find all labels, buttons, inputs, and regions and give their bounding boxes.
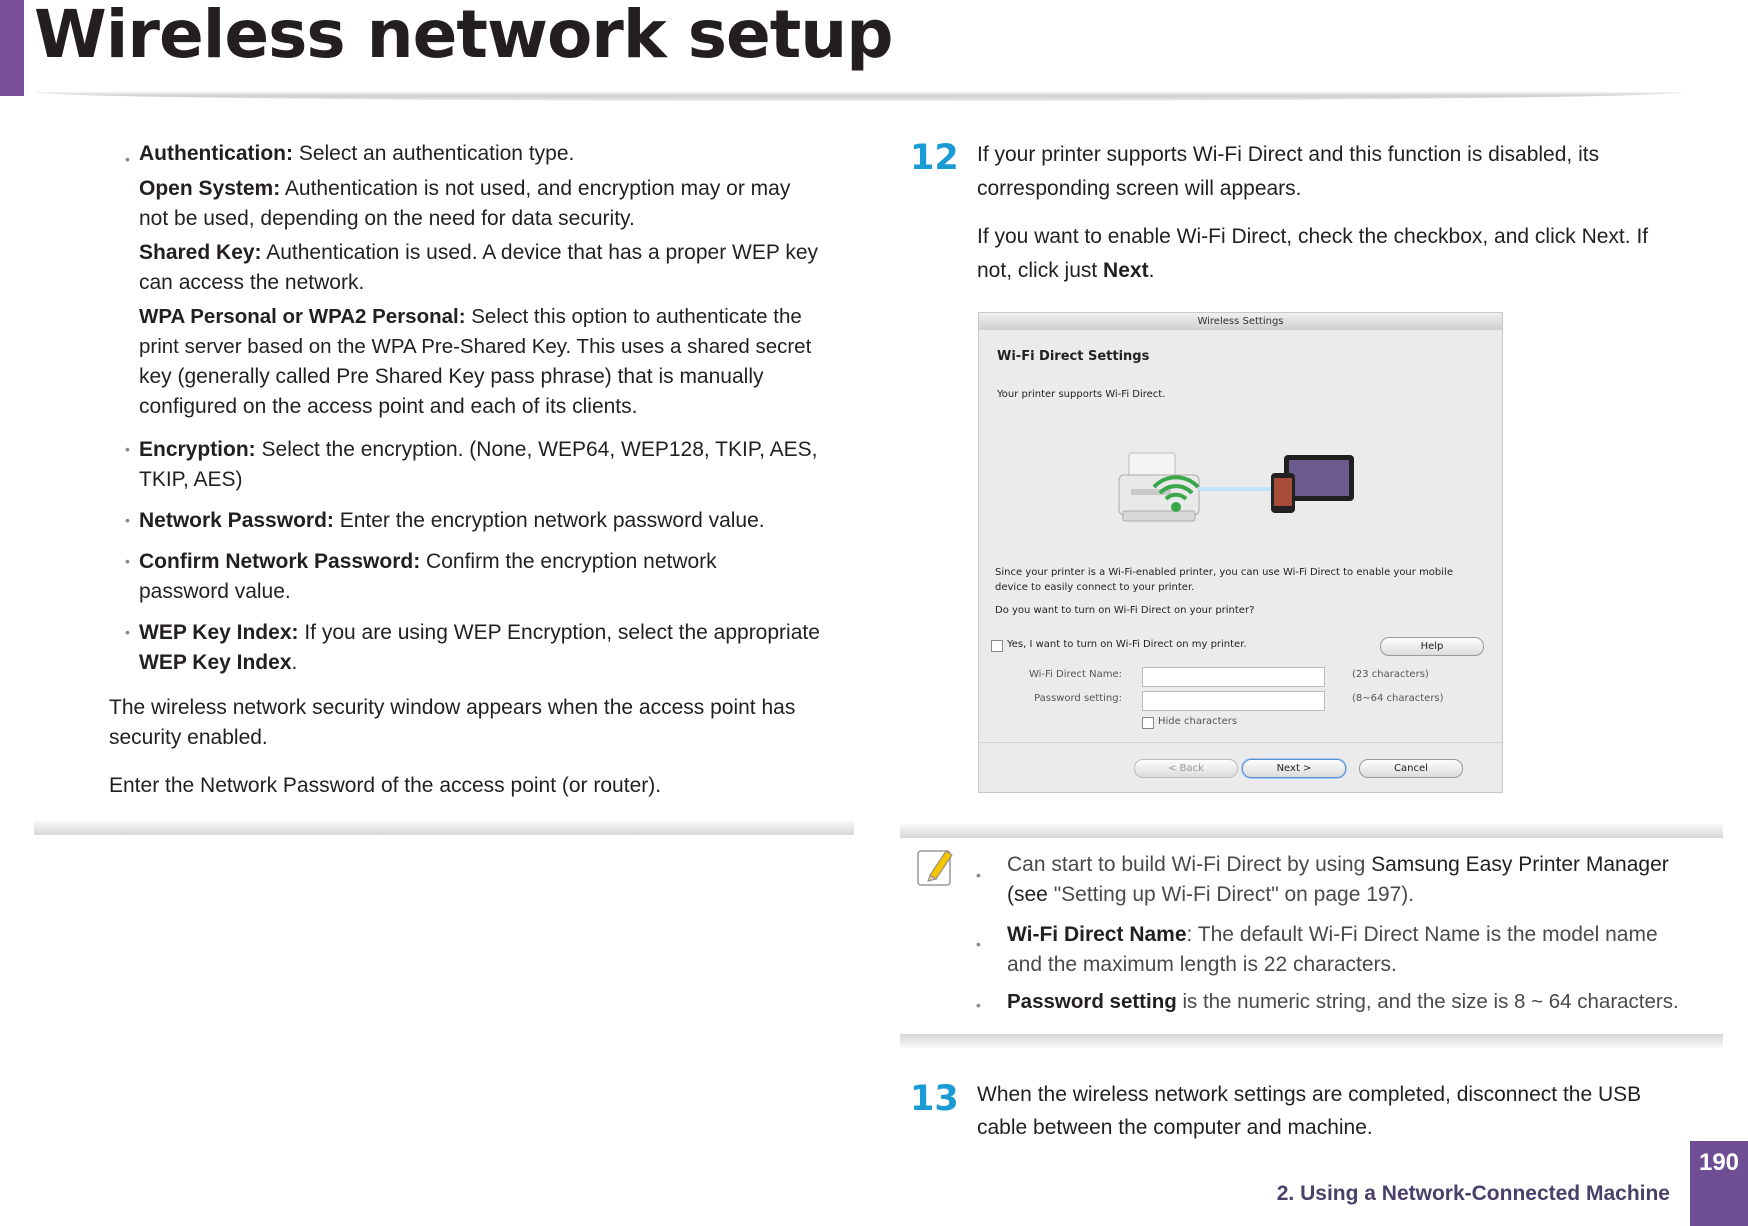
step12-line1: If your printer supports Wi-Fi Direct and this function is disabled, its	[977, 143, 1600, 166]
authentication-item: Authentication: Select an authentication type.	[139, 142, 575, 165]
confirm-password-line2: password value.	[139, 580, 291, 603]
wpa-line4: configured on the access point and each of its clients.	[139, 395, 638, 418]
step-number: 12	[910, 138, 959, 178]
password-input[interactable]	[1142, 691, 1325, 711]
step-number: 13	[910, 1079, 959, 1119]
bullet-icon: •	[125, 624, 130, 640]
note-bullet2-line2: and the maximum length is 22 characters.	[1007, 953, 1397, 976]
network-password-item: Network Password: Enter the encryption network password value.	[139, 509, 765, 532]
cancel-button[interactable]: Cancel	[1359, 759, 1463, 778]
printer-to-device-illustration	[1109, 433, 1359, 543]
hide-characters-checkbox[interactable]	[1142, 717, 1154, 729]
dialog-separator	[979, 742, 1502, 743]
help-button[interactable]: Help	[1380, 637, 1484, 656]
note-top-divider	[900, 824, 1723, 838]
wep-key-index-line2: WEP Key Index.	[139, 651, 298, 674]
open-system-line2: not be used, depending on the need for data security.	[139, 207, 635, 230]
name-hint: (23 characters)	[1352, 669, 1429, 680]
step12-line4: not, click just Next.	[977, 259, 1155, 282]
wifi-direct-name-input[interactable]	[1142, 667, 1325, 687]
dialog-heading: Wi-Fi Direct Settings	[997, 349, 1150, 364]
step12-line2: corresponding screen will appears.	[977, 177, 1302, 200]
hide-characters-label: Hide characters	[1158, 716, 1238, 727]
note-bullet3: Password setting is the numeric string, and the size is 8 ~ 64 characters.	[1007, 990, 1679, 1013]
bullet-icon: •	[976, 997, 981, 1013]
title-underline	[34, 92, 1684, 101]
bullet-icon: •	[976, 867, 981, 883]
shared-key-line2: can access the network.	[139, 271, 365, 294]
password-paragraph: Enter the Network Password of the access point (or router).	[109, 774, 662, 797]
note-bullet2-line1: Wi-Fi Direct Name: The default Wi-Fi Direct Name is the model name	[1007, 923, 1658, 946]
wpa-line2: print server based on the WPA Pre-Shared Key. This uses a shared secret	[139, 335, 812, 358]
note-bullet1-line2: (see "Setting up Wi-Fi Direct" on page 197).	[1007, 883, 1415, 906]
security-paragraph-line2: security enabled.	[109, 726, 268, 749]
open-system-line1: Open System: Authentication is not used, and encryption may or may	[139, 177, 791, 200]
wifi-direct-checkbox[interactable]	[991, 640, 1003, 652]
pencil-note-icon	[916, 845, 956, 889]
bullet-icon: •	[125, 512, 130, 528]
security-paragraph-line1: The wireless network security window appears when the access point has	[109, 696, 796, 719]
shared-key-line1: Shared Key: Authentication is used. A device that has a proper WEP key	[139, 241, 818, 264]
encryption-line1: Encryption: Select the encryption. (None, WEP64, WEP128, TKIP, AES,	[139, 438, 818, 461]
dialog-subtitle: Your printer supports Wi-Fi Direct.	[997, 389, 1166, 400]
phone-icon	[1271, 473, 1295, 513]
wpa-line3: key (generally called Pre Shared Key pass phrase) that is manually	[139, 365, 764, 388]
name-field-label: Wi-Fi Direct Name:	[1028, 669, 1122, 680]
confirm-password-line1: Confirm Network Password: Confirm the encryption network	[139, 550, 717, 573]
dialog-description: Since your printer is a Wi-Fi-enabled printer, you can use Wi-Fi Direct to enable your mobile device to easily connect to your printer.	[995, 567, 1453, 593]
footer-chapter-title: 2. Using a Network-Connected Machine	[1276, 1182, 1670, 1205]
dialog-title-bar: Wireless Settings	[979, 313, 1502, 330]
connection-beam	[1199, 487, 1279, 491]
bullet-icon: •	[125, 151, 130, 167]
step13-line1: When the wireless network settings are completed, disconnect the USB	[977, 1083, 1642, 1106]
note-bottom-divider	[900, 1034, 1723, 1048]
section-divider	[34, 821, 854, 835]
password-hint: (8~64 characters)	[1352, 693, 1444, 704]
page-number: 190	[1690, 1141, 1748, 1226]
wep-key-index-line1: WEP Key Index: If you are using WEP Encryption, select the appropriate	[139, 621, 820, 644]
note-bullet1-line1: Can start to build Wi-Fi Direct by using Samsung Easy Printer Manager	[1007, 853, 1669, 876]
password-field-label: Password setting:	[1034, 693, 1122, 704]
wifi-direct-checkbox-label: Yes, I want to turn on Wi-Fi Direct on my printer.	[1007, 639, 1247, 650]
encryption-line2: TKIP, AES)	[139, 468, 243, 491]
step13-line2: cable between the computer and machine.	[977, 1116, 1373, 1139]
wpa-line1: WPA Personal or WPA2 Personal: Select this option to authenticate the	[139, 305, 802, 328]
dialog-question: Do you want to turn on Wi-Fi Direct on your printer?	[995, 605, 1255, 616]
step12-line3: If you want to enable Wi-Fi Direct, check the checkbox, and click Next. If	[977, 225, 1649, 248]
next-button[interactable]: Next >	[1242, 759, 1346, 778]
wireless-settings-dialog	[978, 312, 1503, 793]
bullet-icon: •	[125, 441, 130, 457]
back-button[interactable]: < Back	[1134, 759, 1238, 778]
page-title: Wireless network setup	[34, 0, 893, 73]
bullet-icon: •	[976, 936, 981, 952]
title-accent-bar	[0, 0, 24, 96]
bullet-icon: •	[125, 553, 130, 569]
